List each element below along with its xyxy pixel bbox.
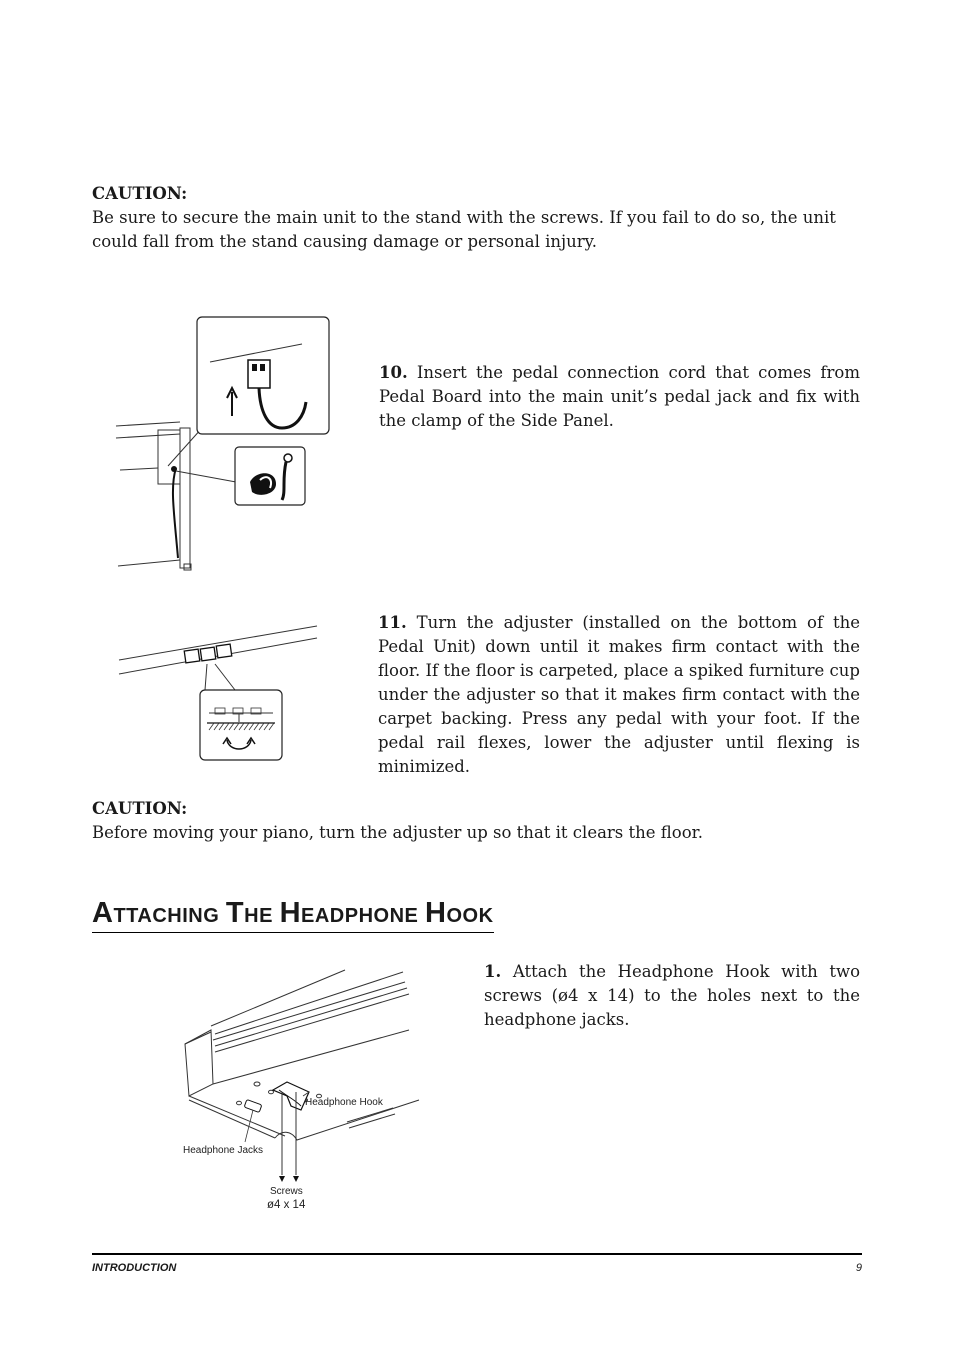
caution-heading: CAUTION: xyxy=(92,799,188,818)
caution-block-1 xyxy=(92,182,862,254)
step-number: 11. xyxy=(378,613,407,632)
headphone-jacks-label: Headphone Jacks xyxy=(183,1145,264,1156)
step-number: 10. xyxy=(379,363,408,382)
screws-label: Screws xyxy=(270,1186,303,1197)
step-1 xyxy=(484,960,860,1032)
footer-section-name: INTRODUCTION xyxy=(92,1262,177,1274)
caution-text: Be sure to secure the main unit to the stand with the screws. If you fail to do so, the unit could fall from the stand causing damage or personal injury. xyxy=(92,208,836,251)
step-number: 1. xyxy=(484,962,502,981)
section-title: ATTACHING THE HEADPHONE HOOK xyxy=(92,898,494,933)
pedal-adjuster-illustration xyxy=(115,618,325,764)
headphone-hook-label: Headphone Hook xyxy=(305,1097,383,1108)
step-text: Attach the Headphone Hook with two screws (ø4 x 14) to the holes next to the headphone jacks. xyxy=(484,962,861,1029)
pedal-cord-illustration xyxy=(110,312,340,574)
page-number: 9 xyxy=(855,1262,862,1274)
caution-heading: CAUTION: xyxy=(92,184,188,203)
caution-block-2 xyxy=(92,797,862,845)
screw-size-label: ø4 x 14 xyxy=(267,1199,306,1211)
footer-rule xyxy=(92,1253,862,1255)
step-text: Insert the pedal connection cord that comes from Pedal Board into the main unit’s pedal jack and fix with the clamp of the Side Panel. xyxy=(379,363,860,430)
caution-text: Before moving your piano, turn the adjuster up so that it clears the floor. xyxy=(92,823,703,842)
headphone-hook-illustration xyxy=(175,960,435,1215)
step-11 xyxy=(378,611,860,779)
step-text: Turn the adjuster (installed on the bottom of the Pedal Unit) down until it makes firm contact with the floor. If the floor is carpeted, place a spiked furniture cup under the adjuster so that it makes firm contact with the carpet backing. Press any pedal with your foot. If the pedal rail flexes, lower the adjuster until flexing is minimized. xyxy=(378,613,860,776)
step-10 xyxy=(379,361,860,433)
